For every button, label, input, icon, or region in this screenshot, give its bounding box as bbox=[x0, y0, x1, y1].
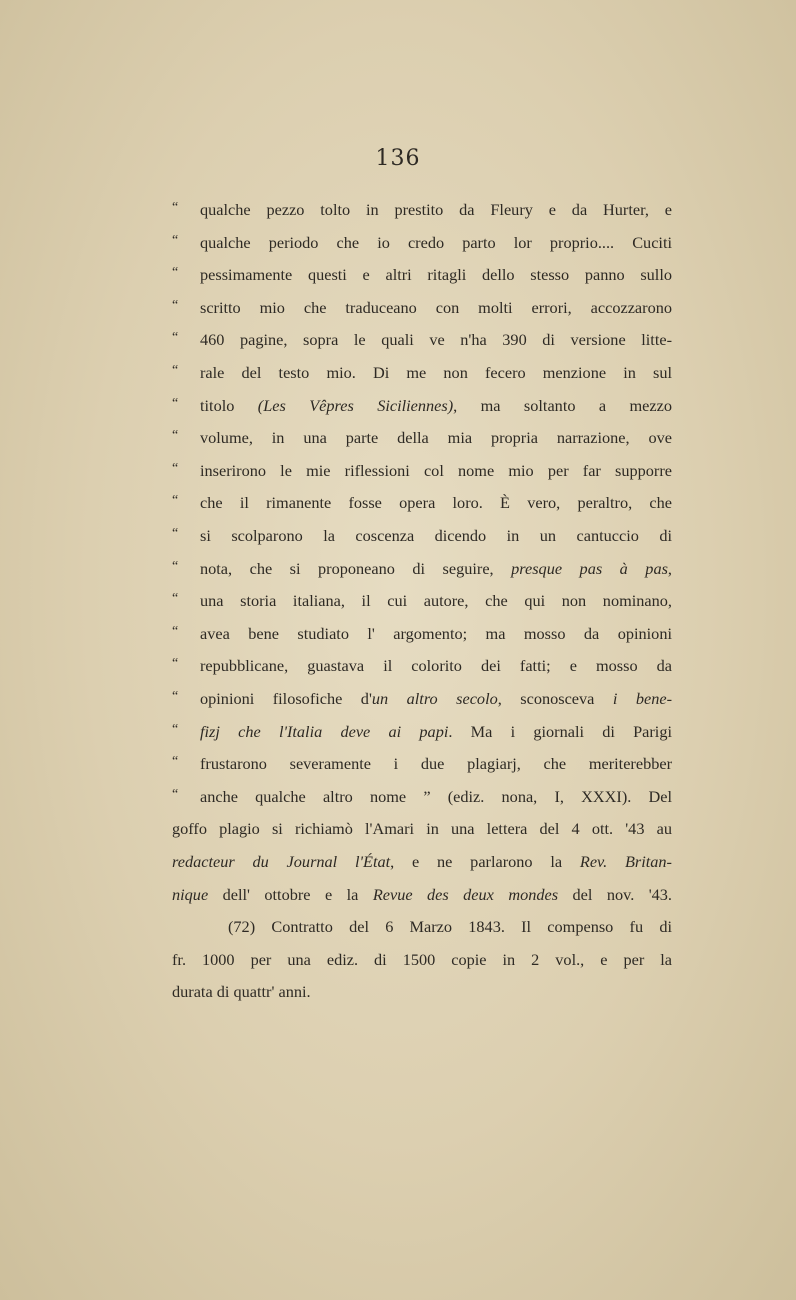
quote-mark: “ bbox=[172, 623, 179, 639]
quote-mark: “ bbox=[172, 656, 179, 672]
text-run: , e ne parlarono la bbox=[390, 852, 580, 871]
text-run: titolo bbox=[200, 395, 258, 415]
text-line bbox=[200, 330, 672, 350]
text-run: , sconosceva bbox=[497, 689, 613, 708]
text-run: . Ma i giornali di Parigi bbox=[448, 721, 672, 741]
italic-run: presque pas à pas bbox=[511, 558, 668, 578]
quote-mark: “ bbox=[172, 232, 179, 248]
text-run: frustarono severamente i due plagiarj, che meriterebber bbox=[200, 754, 672, 774]
text-line bbox=[200, 396, 672, 416]
text-run: inserirono le mie riflessioni col nome mio per far supporre bbox=[200, 460, 672, 480]
page-number: 136 bbox=[375, 146, 421, 171]
text-run: (72) Contratto del 6 Marzo 1843. Il compenso fu di bbox=[228, 917, 672, 937]
text-line bbox=[200, 559, 672, 579]
italic-run: un altro secolo bbox=[371, 689, 498, 708]
text-run: si scolparono la coscenza dicendo in un cantuccio di bbox=[200, 526, 672, 545]
text-line bbox=[200, 787, 672, 807]
text-run: 460 pagine, sopra le quali ve n'ha 390 di versione litte- bbox=[200, 330, 672, 350]
text-run: durata di quattr' anni. bbox=[172, 982, 311, 1002]
text-line bbox=[200, 428, 672, 448]
text-line bbox=[200, 591, 672, 611]
text-run: volume, in una parte della mia propria narrazione, ove bbox=[200, 428, 672, 448]
text-line bbox=[200, 754, 672, 774]
text-run: dell' ottobre e la bbox=[208, 884, 373, 904]
text-line bbox=[200, 265, 672, 285]
text-run: avea bene studiato l' argomento; ma mosso da opinioni bbox=[200, 623, 672, 643]
italic-run: redacteur du Journal l'État bbox=[172, 852, 391, 871]
text-run: del nov. '43. bbox=[558, 884, 673, 904]
text-line bbox=[172, 852, 672, 872]
text-run: opinioni filosofiche d' bbox=[200, 689, 372, 708]
quote-mark: “ bbox=[172, 591, 179, 607]
quote-mark: “ bbox=[172, 493, 179, 509]
quote-mark: “ bbox=[172, 200, 179, 215]
text-run: goffo plagio si richiamò l'Amari in una lettera del 4 ott. '43 au bbox=[172, 819, 672, 839]
quote-mark: “ bbox=[172, 297, 179, 313]
text-run: pessimamente questi e altri ritagli dello stesso panno sullo bbox=[200, 265, 672, 285]
text-line bbox=[172, 885, 672, 905]
italic-run: Revue des deux mondes bbox=[372, 884, 559, 904]
text-line bbox=[200, 722, 672, 742]
text-run: scritto mio che traduceano con molti errori, accozzarono bbox=[200, 297, 672, 317]
text-run: fr. 1000 per una ediz. di 1500 copie in 2 vol., e per la bbox=[172, 949, 672, 969]
text-run: nota, che si proponeano di seguire, bbox=[200, 558, 512, 578]
quote-mark: “ bbox=[172, 526, 179, 541]
quote-mark: “ bbox=[172, 558, 179, 574]
text-run: una storia italiana, il cui autore, che qui non nominano, bbox=[200, 591, 672, 611]
quote-mark: “ bbox=[172, 265, 179, 281]
text-line bbox=[200, 656, 672, 676]
quote-mark: “ bbox=[172, 363, 179, 378]
text-line bbox=[200, 624, 672, 644]
text-line bbox=[172, 819, 672, 839]
quote-mark: “ bbox=[172, 689, 179, 704]
quote-mark: “ bbox=[172, 721, 179, 737]
italic-run: nique bbox=[172, 884, 209, 904]
quote-mark: “ bbox=[172, 460, 179, 476]
text-line bbox=[200, 493, 672, 513]
text-run: , ma soltanto a mezzo bbox=[453, 395, 672, 415]
text-line bbox=[228, 917, 672, 937]
text-line bbox=[200, 689, 672, 709]
text-line bbox=[200, 298, 672, 318]
text-line bbox=[200, 233, 672, 253]
text-line bbox=[200, 200, 672, 220]
quote-mark: “ bbox=[172, 330, 179, 346]
text-run: che il rimanente fosse opera loro. È vero, peraltro, che bbox=[200, 493, 672, 513]
quote-mark: “ bbox=[172, 428, 179, 444]
text-line bbox=[200, 461, 672, 481]
italic-run: Rev. Britan- bbox=[579, 852, 672, 871]
text-line bbox=[200, 526, 672, 546]
italic-run: fizj che l'Italia deve ai papi bbox=[200, 721, 449, 741]
text-line bbox=[200, 363, 672, 383]
italic-run: (Les Vêpres Siciliennes) bbox=[257, 395, 454, 415]
text-line bbox=[172, 982, 311, 1002]
text-run: qualche periodo che io credo parto lor proprio.... Cuciti bbox=[200, 232, 672, 252]
text-run: anche qualche altro nome ” (ediz. nona, I, XXXI). Del bbox=[200, 786, 672, 806]
text-run: qualche pezzo tolto in prestito da Fleury e da Hurter, e bbox=[200, 200, 672, 219]
quote-mark: “ bbox=[172, 786, 179, 802]
quote-mark: “ bbox=[172, 395, 179, 411]
quote-mark: “ bbox=[172, 754, 179, 770]
text-run: , bbox=[667, 558, 672, 578]
text-line bbox=[172, 950, 672, 970]
text-run: rale del testo mio. Di me non fecero menzione in sul bbox=[200, 363, 672, 382]
italic-run: i bene- bbox=[612, 689, 672, 708]
text-run: repubblicane, guastava il colorito dei fatti; e mosso da bbox=[200, 656, 672, 676]
